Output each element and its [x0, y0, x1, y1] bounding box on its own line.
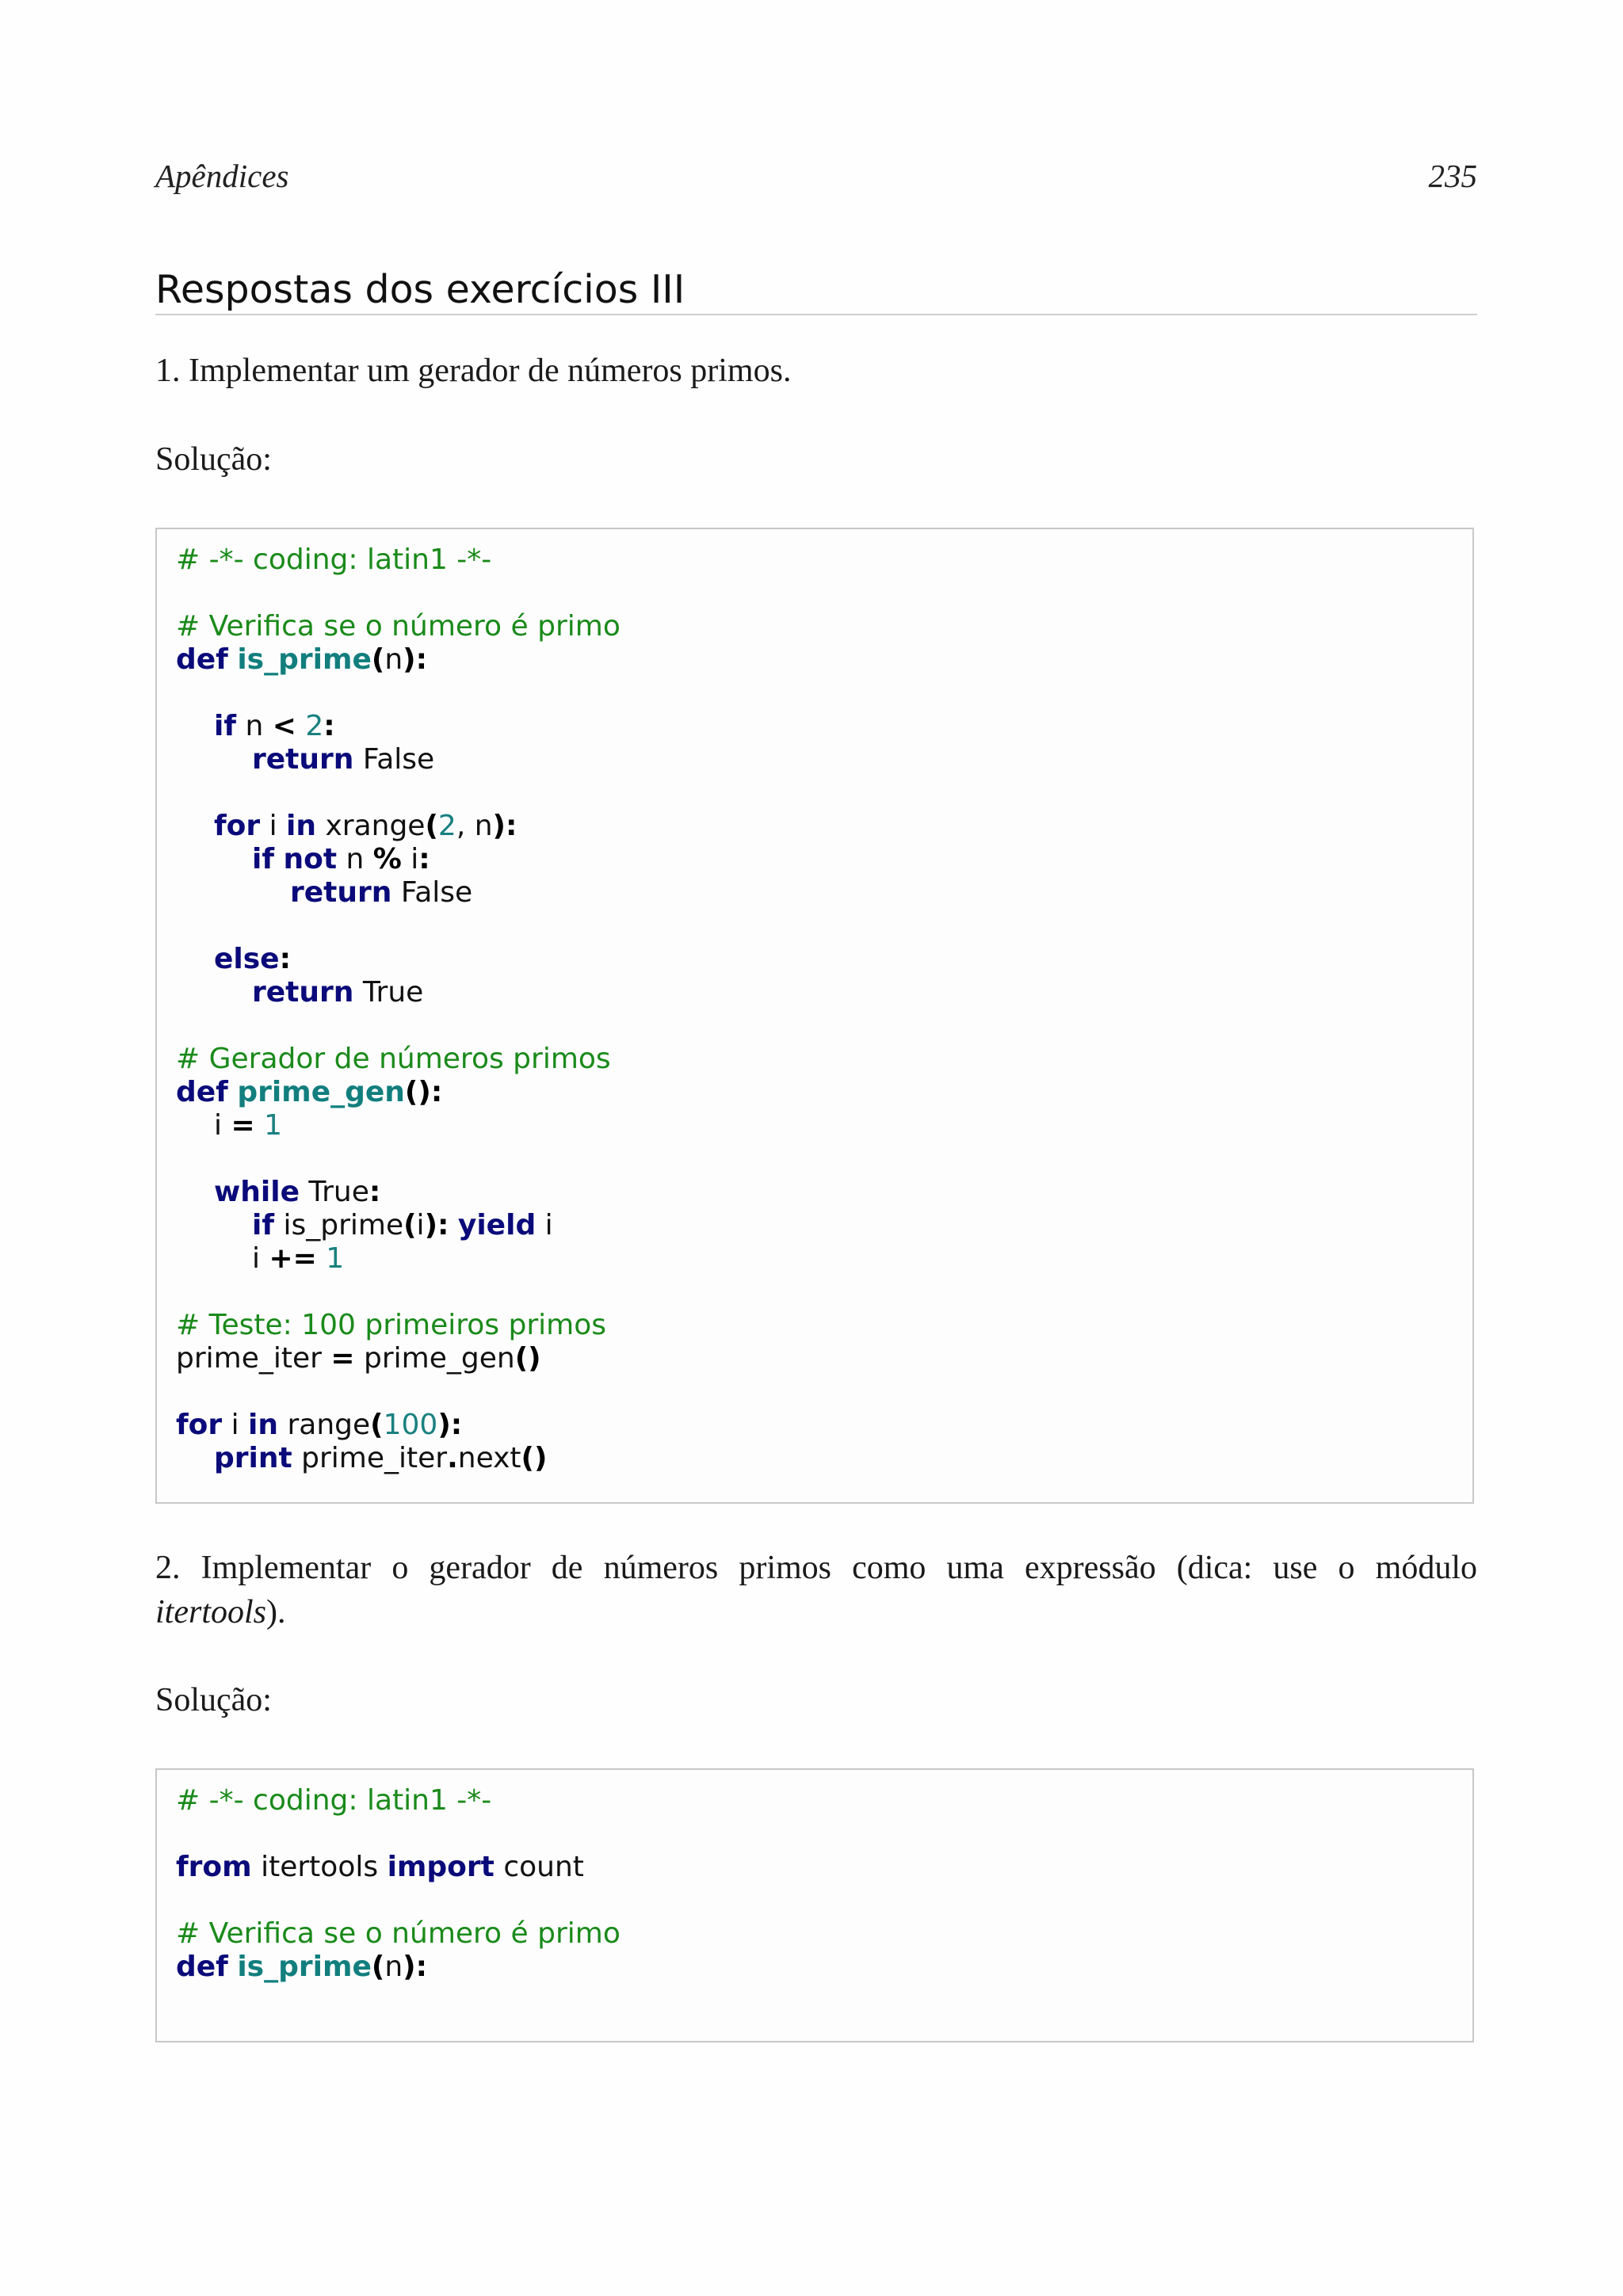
code-line: [176, 1242, 1472, 1276]
paren: (): [514, 1342, 541, 1375]
code-comment: # Verifica se o número é primo: [176, 610, 621, 643]
colon: :: [323, 710, 335, 742]
number: 1: [326, 1242, 345, 1275]
exercise-2-statement: [155, 1546, 1477, 1634]
operator: =: [330, 1342, 355, 1375]
code-text: True: [299, 1176, 369, 1208]
keyword: def: [176, 1951, 228, 1983]
code-text: i: [536, 1209, 553, 1241]
code-line: [176, 710, 1472, 743]
function-name: is_prime: [237, 1951, 372, 1983]
keyword: in: [286, 810, 317, 842]
paren: (: [371, 1951, 385, 1983]
code-text: [296, 710, 305, 742]
code-blank: [176, 1142, 1472, 1176]
code-text: True: [353, 976, 424, 1009]
exercise-2-solution-label: Solução:: [155, 1682, 272, 1718]
code-text: count: [494, 1851, 584, 1883]
operator: .: [447, 1442, 458, 1474]
keyword: import: [387, 1851, 495, 1883]
code-comment: # -*- coding: latin1 -*-: [176, 543, 492, 576]
paren: (): [521, 1442, 548, 1474]
paren: (: [371, 643, 385, 676]
number: 1: [264, 1109, 282, 1142]
code-blank: [176, 677, 1472, 710]
page-number: 235: [1428, 158, 1477, 194]
keyword: def: [176, 643, 228, 676]
keyword: yield: [457, 1209, 537, 1241]
code-line: [176, 643, 1472, 677]
code-line: [176, 943, 1472, 976]
code-line: [176, 1951, 1472, 1984]
code-line: [176, 1109, 1472, 1142]
number: 100: [383, 1409, 438, 1441]
code-blank: [176, 1009, 1472, 1043]
code-blank: [176, 1276, 1472, 1309]
code-line: [176, 876, 1472, 910]
code-text: i: [416, 1209, 425, 1241]
operator: <: [272, 710, 296, 742]
code-blank: [176, 1817, 1472, 1851]
keyword: if: [214, 710, 237, 742]
code-text: i: [260, 810, 287, 842]
code-text: [255, 1109, 264, 1142]
number: 2: [437, 810, 456, 842]
code-line: [176, 1409, 1472, 1442]
code-text: n: [236, 710, 273, 742]
keyword: print: [214, 1442, 292, 1474]
operator: +=: [269, 1242, 317, 1275]
code-text: i: [214, 1109, 231, 1142]
code-line: [176, 1342, 1472, 1375]
number: 2: [305, 710, 324, 742]
code-line: [176, 1076, 1472, 1109]
keyword: def: [176, 1076, 228, 1108]
code-text: itertools: [251, 1851, 388, 1883]
code-text: prime_iter: [292, 1442, 448, 1474]
keyword: while: [214, 1176, 300, 1208]
code-line: [176, 1209, 1472, 1242]
keyword: else: [214, 943, 280, 975]
keyword: for: [214, 810, 261, 842]
code-line: [176, 1176, 1472, 1209]
paren: ):: [437, 1409, 463, 1441]
code-text: i: [222, 1409, 249, 1441]
paren: (: [403, 1209, 417, 1241]
exercise-2-line-2: [155, 1590, 1477, 1634]
section-title: Respostas dos exercícios III: [155, 268, 1477, 315]
keyword: not: [283, 843, 338, 875]
code-comment: # -*- coding: latin1 -*-: [176, 1784, 492, 1817]
operator: %: [372, 843, 402, 875]
running-head: [155, 157, 1477, 204]
code-line: [176, 843, 1472, 876]
code-blank: [176, 1375, 1472, 1409]
chapter-title: Apêndices: [155, 158, 289, 194]
keyword: return: [252, 743, 354, 776]
code-line: [176, 810, 1472, 843]
code-text: [274, 843, 283, 875]
code-text: n: [337, 843, 373, 875]
code-text: prime_gen: [354, 1342, 515, 1375]
code-text: i: [252, 1242, 269, 1275]
argument: n: [384, 643, 403, 676]
code-text: False: [353, 743, 435, 776]
code-line: [176, 1851, 1472, 1884]
keyword: from: [176, 1851, 252, 1883]
code-text: next: [457, 1442, 521, 1474]
code-text: False: [391, 876, 473, 909]
code-comment: # Teste: 100 primeiros primos: [176, 1309, 606, 1341]
code-text: prime_iter: [176, 1342, 331, 1375]
exercise-1-solution-label: Solução:: [155, 441, 272, 478]
paren: (: [370, 1409, 384, 1441]
code-text: xrange: [316, 810, 426, 842]
code-blank: [176, 776, 1472, 810]
paren: ):: [403, 1951, 428, 1983]
paren: ):: [403, 643, 428, 676]
code-line: [176, 976, 1472, 1009]
keyword: return: [252, 976, 354, 1009]
keyword: for: [176, 1409, 223, 1441]
keyword: if: [252, 843, 275, 875]
code-blank: [176, 1884, 1472, 1917]
module-name: itertools: [155, 1594, 267, 1630]
code-block-2: [155, 1768, 1474, 2042]
keyword: return: [290, 876, 392, 909]
code-line: [176, 1442, 1472, 1475]
function-name: is_prime: [237, 643, 372, 676]
code-block-1: [155, 528, 1474, 1504]
operator: =: [231, 1109, 255, 1142]
paren: ):: [492, 810, 517, 842]
exercise-1-statement: 1. Implementar um gerador de números primos.: [155, 353, 792, 389]
code-text: [317, 1242, 326, 1275]
code-text: [449, 1209, 457, 1241]
paren: ):: [424, 1209, 449, 1241]
keyword: if: [252, 1209, 275, 1241]
paren: (: [425, 810, 438, 842]
colon: :: [369, 1176, 381, 1208]
argument: n: [384, 1951, 403, 1983]
code-text: i: [401, 843, 419, 875]
function-name: prime_gen: [237, 1076, 405, 1108]
code-blank: [176, 577, 1472, 610]
code-line: [176, 743, 1472, 776]
paren: ():: [404, 1076, 443, 1108]
code-comment: # Verifica se o número é primo: [176, 1917, 621, 1950]
colon: :: [279, 943, 292, 975]
exercise-2-line-1: 2. Implementar o gerador de números primos como uma expressão (dica: use o módulo: [155, 1550, 1477, 1586]
code-text: range: [278, 1409, 371, 1441]
code-text: is_prime: [274, 1209, 404, 1241]
keyword: in: [248, 1409, 279, 1441]
colon: :: [418, 843, 430, 875]
code-blank: [176, 910, 1472, 943]
code-comment: # Gerador de números primos: [176, 1043, 611, 1075]
statement-end: ).: [266, 1594, 286, 1630]
code-text: , n: [456, 810, 493, 842]
